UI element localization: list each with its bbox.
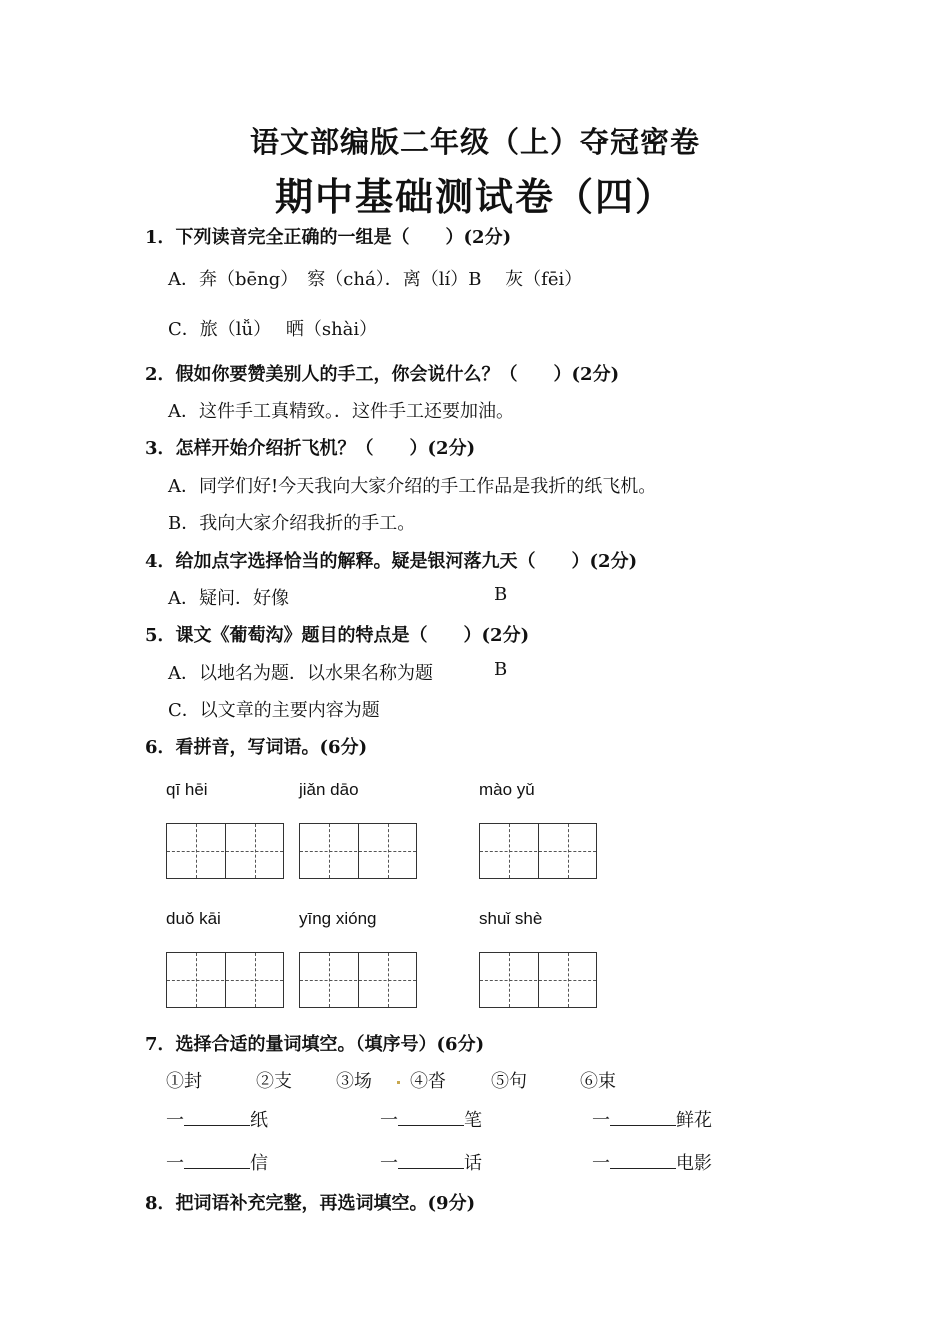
writing-grid[interactable]: [299, 823, 417, 879]
pinyin-label: jiǎn dāo: [299, 780, 359, 799]
measure-word-choice: ⑥束: [580, 1071, 616, 1092]
fill-blank-noun: 鲜花: [676, 1110, 712, 1131]
pinyin-label: duǒ kāi: [166, 909, 221, 928]
fill-blank-noun: 信: [250, 1153, 268, 1174]
fill-blank-noun: 笔: [464, 1110, 482, 1131]
measure-word-choice: ⑤句: [491, 1071, 527, 1092]
answer-blank[interactable]: [184, 1150, 250, 1169]
question-1-option-c: C．旅（lǚ） 晒（shài）: [168, 319, 378, 340]
pinyin-label: mào yǔ: [479, 780, 535, 799]
question-4-option-a: A．疑问．好像: [168, 588, 289, 609]
answer-blank[interactable]: [184, 1107, 250, 1126]
question-5-option-b: B: [494, 659, 508, 680]
answer-blank[interactable]: [398, 1150, 464, 1169]
print-speck: [397, 1081, 400, 1084]
question-1-option-a: A．奔（bēng） 察（chá）．离（lí）B 灰（fēi）: [168, 269, 583, 290]
writing-grid[interactable]: [479, 952, 597, 1008]
measure-word-choice: ④沓: [410, 1071, 446, 1092]
question-5-stem: 5．课文《葡萄沟》题目的特点是（ ）(2分): [145, 625, 530, 646]
fill-blank-item: [592, 1106, 712, 1132]
question-1-stem: 1．下列读音完全正确的一组是（ ）(2分): [145, 227, 512, 248]
fill-blank-item: [592, 1149, 712, 1175]
fill-blank-item: [166, 1149, 268, 1175]
answer-blank[interactable]: [610, 1107, 676, 1126]
exam-series-title: 语文部编版二年级（上）夺冠密卷: [249, 125, 700, 159]
writing-grid[interactable]: [166, 952, 284, 1008]
question-3-stem: 3．怎样开始介绍折飞机？（ ）(2分): [145, 438, 476, 459]
fill-blank-prefix: 一: [166, 1153, 184, 1174]
answer-blank[interactable]: [610, 1150, 676, 1169]
writing-grid[interactable]: [166, 823, 284, 879]
question-2-option-a: A．这件手工真精致。．这件手工还要加油。: [168, 401, 514, 422]
fill-blank-item: [380, 1149, 482, 1175]
question-3-option-a: A．同学们好!今天我向大家介绍的手工作品是我折的纸飞机。: [168, 476, 657, 497]
question-5-option-c: C．以文章的主要内容为题: [168, 700, 380, 721]
fill-blank-prefix: 一: [592, 1153, 610, 1174]
question-6-stem: 6．看拼音，写词语。(6分): [145, 737, 368, 758]
writing-grid[interactable]: [299, 952, 417, 1008]
exam-title: 期中基础测试卷（四）: [274, 174, 675, 219]
fill-blank-prefix: 一: [380, 1153, 398, 1174]
question-7-stem: 7．选择合适的量词填空。（填序号）(6分): [145, 1034, 485, 1055]
fill-blank-noun: 纸: [250, 1110, 268, 1131]
answer-blank[interactable]: [398, 1107, 464, 1126]
fill-blank-item: [166, 1106, 268, 1132]
fill-blank-prefix: 一: [380, 1110, 398, 1131]
question-4-option-b: B: [494, 584, 508, 605]
question-2-stem: 2．假如你要赞美别人的手工，你会说什么？（ ）(2分): [145, 364, 620, 385]
fill-blank-prefix: 一: [166, 1110, 184, 1131]
pinyin-label: yīng xióng: [299, 909, 377, 928]
measure-word-choice: ①封: [166, 1071, 202, 1092]
question-3-option-b: B．我向大家介绍我折的手工。: [168, 513, 416, 534]
measure-word-choice: ②支: [256, 1071, 292, 1092]
pinyin-label: qī hēi: [166, 780, 208, 799]
fill-blank-noun: 电影: [676, 1153, 712, 1174]
pinyin-label: shuǐ shè: [479, 909, 543, 928]
measure-word-choice: ③场: [336, 1071, 372, 1092]
writing-grid[interactable]: [479, 823, 597, 879]
question-8-stem: 8．把词语补充完整，再选词填空。(9分): [145, 1193, 476, 1214]
fill-blank-noun: 话: [464, 1153, 482, 1174]
fill-blank-item: [380, 1106, 482, 1132]
question-4-stem: 4．给加点字选择恰当的解释。疑是银河落九天（ ）(2分): [145, 551, 638, 572]
fill-blank-prefix: 一: [592, 1110, 610, 1131]
question-5-option-a: A．以地名为题．以水果名称为题: [168, 663, 433, 684]
